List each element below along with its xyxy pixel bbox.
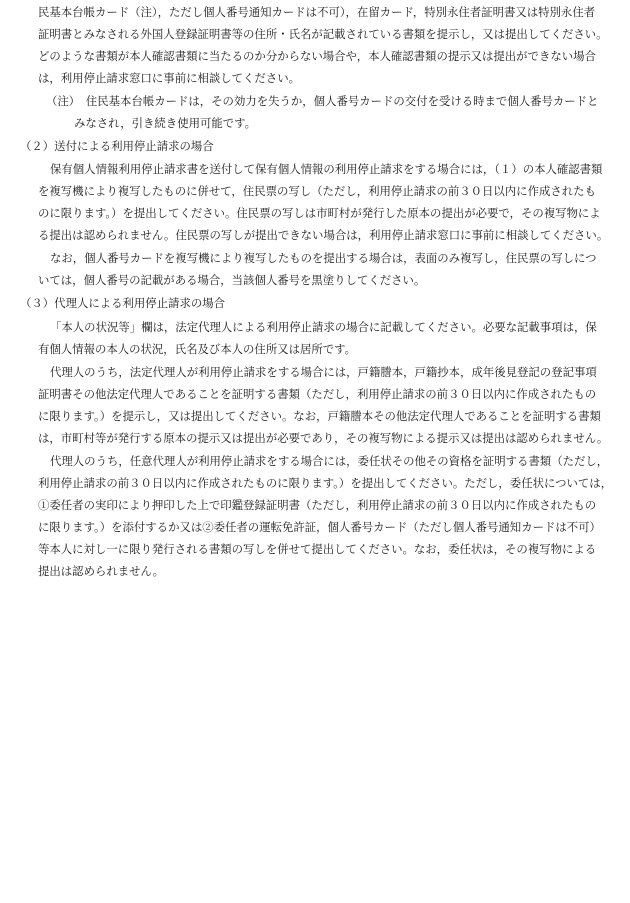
section-2-paragraph-line: いては，個人番号の記載がある場合，当該個人番号を黒塗りしてください。 [38,273,426,287]
section-3-paragraph-line: 証明書その他法定代理人であることを証明する書類（ただし，利用停止請求の前３０日以内に作成されたもの [38,387,597,401]
section-3-heading: （３）代理人による利用停止請求の場合 [20,296,226,310]
section-3-paragraph-line: に限ります。）を提示し，又は提出してください。なお，戸籍謄本その他法定代理人であることを証明する書類 [38,409,601,423]
intro-line: は，利用停止請求窓口に事前に相談してください。 [38,71,300,85]
intro-line: 民基本台帳カード（注），ただし個人番号通知カードは不可），在留カード，特別永住者証明書又は特別永住者 [38,5,596,19]
intro-line: 証明書とみなされる外国人登録証明書等の住所・氏名が記載されている書類を提示し，又は提出してください。 [38,27,608,41]
intro-line: どのような書類が本人確認書類に当たるのか分からない場合や，本人確認書類の提示又は提出ができない場合 [38,49,596,63]
section-3-paragraph-line: 「本人の状況等」欄は，法定代理人による利用停止請求の場合に記載してください。必要な記載事項は，保 [50,320,597,334]
note-line: （注） 住民基本台帳カードは，その効力を失うか，個人番号カードの交付を受ける時まで個人番号カードと [46,94,599,108]
section-2-paragraph-line: のに限ります。）を提出してください。住民票の写しは市町村が発行した原本の提出が必要で，その複写物によ [38,206,601,220]
section-2-paragraph-line: る提出は認められません。住民票の写しが提出できない場合は，利用停止請求窓口に事前に相談してください。 [38,228,609,242]
section-3-paragraph-line: 提出は認められません。 [38,564,164,578]
section-3-paragraph-line: に限ります。）を添付するか又は②委任者の運転免許証，個人番号カード（ただし個人番号通知カードは不可） [38,520,601,534]
section-3-paragraph-line: 代理人のうち，法定代理人が利用停止請求をする場合には，戸籍謄本，戸籍抄本，成年後見登記の登記事項 [50,365,597,379]
section-3-paragraph-line: 代理人のうち，任意代理人が利用停止請求をする場合には，委任状その他その資格を証明する書類（ただし， [50,454,609,468]
section-3-paragraph-line: は，市町村等が発行する原本の提示又は提出が必要であり，その複写物による提示又は提出は認められません。 [38,431,609,445]
section-2-paragraph-line: なお，個人番号カードを複写機により複写したものを提出する場合は，表面のみ複写し，住民票の写しにつ [50,251,597,265]
section-2-paragraph-line: を複写機により複写したものに併せて，住民票の写し（ただし，利用停止請求の前３０日以内に作成されたも [38,184,596,198]
section-3-paragraph-line: 有個人情報の本人の状況，氏名及び本人の住所又は居所です。 [38,342,357,356]
section-3-paragraph-line: ①委任者の実印により押印した上で印鑑登録証明書（ただし，利用停止請求の前３０日以内に作成されたもの [38,498,597,512]
section-3-paragraph-line: 利用停止請求の前３０日以内に作成されたものに限ります。）を提出してください。ただし，委任状については， [38,476,613,490]
section-3-paragraph-line: 等本人に対し一に限り発行される書類の写しを併せて提出してください。なお，委任状は，その複写物による [38,542,597,556]
section-2-heading: （２）送付による利用停止請求の場合 [20,139,214,153]
note-line: みなされ，引き続き使用可能です。 [74,116,257,130]
section-2-paragraph-line: 保有個人情報利用停止請求書を送付して保有個人情報の利用停止請求をする場合には，（１）の本人確認書類 [50,162,603,176]
